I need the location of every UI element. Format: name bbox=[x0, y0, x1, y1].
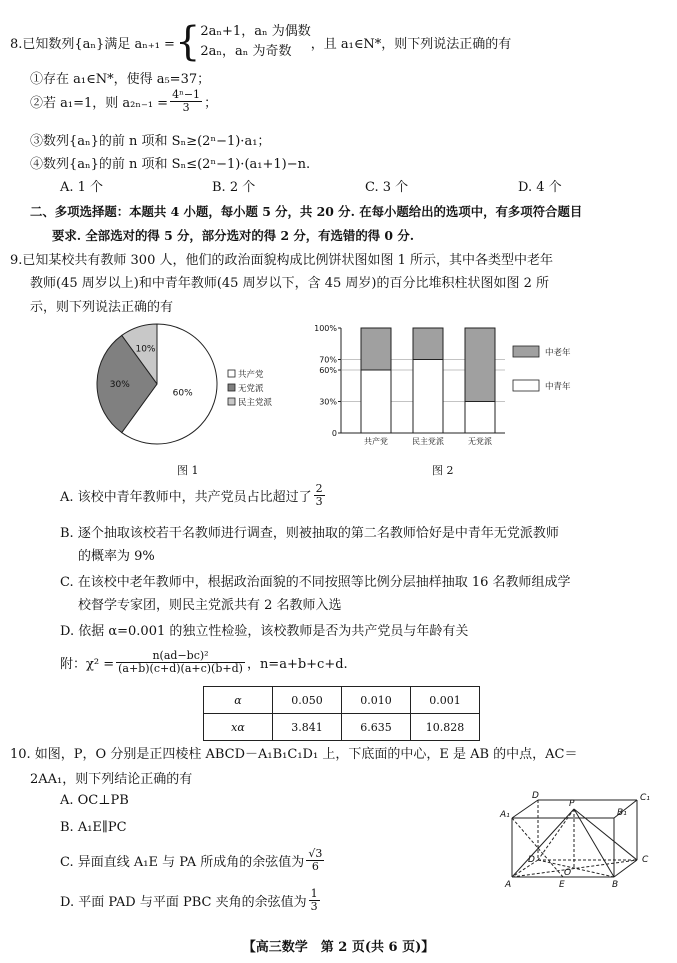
q10-opt-c-fraction bbox=[306, 848, 324, 873]
legend-label: 民主党派 bbox=[238, 398, 273, 408]
q8-statement-3: ③数列{aₙ}的前 n 项和 Sₙ≥(2ⁿ−1)·a₁； bbox=[30, 134, 271, 149]
table-row bbox=[204, 714, 480, 741]
x-tick-label: 共产党 bbox=[364, 437, 388, 446]
y-tick-label: 0 bbox=[331, 429, 337, 438]
table-row bbox=[204, 687, 480, 714]
q8-s2-post: ； bbox=[204, 96, 218, 111]
pie-slice-label: 30% bbox=[109, 380, 130, 390]
pyramid-hidden-edge bbox=[538, 809, 574, 860]
pyramid-edge bbox=[512, 809, 574, 877]
q8-s2-fraction bbox=[170, 89, 202, 114]
q8-option-a: A. 1 个 bbox=[60, 180, 104, 195]
stacked-bar-chart bbox=[305, 318, 605, 453]
q9-option-c-line2: 校督学专家团，则民主党派共有 2 名教师入选 bbox=[78, 598, 342, 613]
q8-stem-a: 8.已知数列{aₙ}满足 aₙ₊₁ = bbox=[10, 36, 175, 52]
q9-option-a bbox=[60, 483, 327, 508]
pie-legend bbox=[228, 369, 273, 408]
bar-segment bbox=[465, 328, 495, 402]
bar-segment bbox=[413, 328, 443, 360]
q10-line1: 10. 如图，P，O 分别是正四棱柱 ABCD－A₁B₁C₁D₁ 上，下底面的中心，E 是 AB 的中点，AC＝ bbox=[10, 747, 578, 762]
formula-den: (a+b)(c+d)(a+c)(b+d) bbox=[118, 662, 243, 675]
page-footer: 【高三数学 第 2 页(共 6 页)】 bbox=[242, 940, 435, 955]
q9-opt-a-fraction bbox=[314, 483, 325, 508]
formula-pre: 附：χ² = bbox=[60, 657, 115, 672]
table-cell: α bbox=[204, 687, 273, 714]
section2-line2: 要求. 全部选对的得 5 分，部分选对的得 2 分，有选错的得 0 分. bbox=[52, 228, 415, 243]
vertex-label: E bbox=[559, 880, 565, 890]
pyramid-edge bbox=[574, 809, 614, 877]
q8-stem bbox=[10, 19, 512, 65]
legend-label: 中青年 bbox=[545, 382, 571, 392]
q10-opt-d-text: D. 平面 PAD 与平面 PBC 夹角的余弦值为 bbox=[60, 895, 307, 910]
q9-opt-a-num: 2 bbox=[315, 482, 323, 495]
legend-swatch bbox=[228, 370, 235, 377]
q8-option-b: B. 2 个 bbox=[212, 180, 256, 195]
legend-swatch bbox=[228, 384, 235, 391]
legend-swatch bbox=[228, 398, 235, 405]
formula-num: n(ad−bc)² bbox=[116, 650, 245, 663]
bar-legend bbox=[513, 346, 571, 392]
vertex-label: P bbox=[569, 799, 575, 809]
legend-swatch bbox=[513, 346, 539, 357]
bar-segment bbox=[465, 402, 495, 434]
q8-option-d: D. 4 个 bbox=[518, 180, 562, 195]
q10-option-c bbox=[60, 848, 326, 873]
q10-opt-d-fraction bbox=[309, 888, 320, 913]
vertex-label: O bbox=[564, 868, 572, 878]
table-cell: 0.050 bbox=[273, 687, 342, 714]
legend-label: 共产党 bbox=[238, 370, 264, 380]
formula-fraction bbox=[116, 650, 245, 675]
q10-opt-d-den: 3 bbox=[310, 900, 318, 913]
vertex-label: A₁ bbox=[500, 810, 510, 820]
q8-case2: 2aₙ，aₙ 为奇数 bbox=[200, 44, 292, 59]
table-cell: 6.635 bbox=[342, 714, 411, 741]
q9-option-b-line2: 的概率为 9% bbox=[78, 549, 155, 564]
table-cell: 3.841 bbox=[273, 714, 342, 741]
prism-edge bbox=[512, 800, 538, 818]
bar-segment bbox=[413, 360, 443, 434]
q8-stem-b: ，且 a₁∈N*，则下列说法正确的有 bbox=[310, 36, 512, 52]
vertex-label: D bbox=[532, 791, 539, 801]
x-tick-label: 无党派 bbox=[468, 437, 492, 446]
q8-s2-pre: ②若 a₁=1，则 a₂ₙ₋₁ = bbox=[30, 96, 169, 111]
q9-option-b-line1: B. 逐个抽取该校若干名教师进行调查，则被抽取的第二名教师恰好是中青年无党派教师 bbox=[60, 526, 559, 541]
pie-slice-label: 10% bbox=[135, 344, 156, 355]
q9-opt-a-text: A. 该校中青年教师中，共产党员占比超过了 bbox=[60, 490, 312, 505]
fig1-caption: 图 1 bbox=[177, 464, 199, 477]
prism-hidden-edge bbox=[538, 860, 614, 877]
table-cell: 0.001 bbox=[411, 687, 480, 714]
pyramid-edge bbox=[574, 809, 637, 860]
q9-line3: 示，则下列说法正确的有 bbox=[30, 300, 174, 315]
q10-opt-c-text: C. 异面直线 A₁E 与 PA 所成角的余弦值为 bbox=[60, 855, 305, 870]
prism-figure bbox=[492, 790, 662, 905]
y-tick-label: 100% bbox=[314, 324, 337, 333]
q10-opt-d-num: 1 bbox=[310, 887, 318, 900]
q10-opt-c-den: 6 bbox=[311, 860, 319, 873]
legend-label: 无党派 bbox=[238, 384, 264, 394]
formula-post: ，n=a+b+c+d. bbox=[246, 657, 348, 672]
q9-line2: 教师(45 周岁以上)和中青年教师(45 周岁以下，含 45 周岁)的百分比堆积柱状图如图 2 所 bbox=[30, 276, 549, 291]
q8-brace: { bbox=[174, 19, 201, 65]
q9-option-c-line1: C. 在该校中老年教师中，根据政治面貌的不同按照等比例分层抽样抽取 16 名教师组成学 bbox=[60, 575, 571, 590]
vertex-label: D bbox=[528, 855, 535, 865]
vertex-label: A bbox=[505, 880, 512, 890]
critical-value-table bbox=[203, 686, 480, 741]
q8-option-c: C. 3 个 bbox=[365, 180, 409, 195]
q10-opt-c-num: √3 bbox=[308, 847, 323, 860]
chi-square-formula bbox=[60, 650, 348, 675]
bar-segment bbox=[361, 328, 391, 370]
q10-option-d bbox=[60, 888, 322, 913]
bar-marks bbox=[361, 328, 495, 433]
vertex-label: B bbox=[612, 880, 619, 890]
table-cell: xα bbox=[204, 714, 273, 741]
q8-s2-den: 3 bbox=[182, 101, 190, 114]
y-tick-label: 70% bbox=[319, 355, 337, 365]
bar-segment bbox=[361, 370, 391, 433]
q9-option-d: D. 依据 α=0.001 的独立性检验，该校教师是否为共产党员与年龄有关 bbox=[60, 624, 469, 639]
q8-statement-2 bbox=[30, 89, 217, 114]
y-tick-label: 30% bbox=[319, 397, 337, 407]
section2-line1: 二、多项选择题：本题共 4 小题，每小题 5 分，共 20 分. 在每小题给出的选项中，有多项符合题目 bbox=[30, 204, 583, 219]
q10-option-a: A. OC⊥PB bbox=[60, 793, 129, 808]
q8-statement-4: ④数列{aₙ}的前 n 项和 Sₙ≤(2ⁿ−1)·(a₁+1)−n. bbox=[30, 157, 311, 172]
q8-s2-num: 4ⁿ−1 bbox=[172, 88, 201, 101]
q8-statement-1: ①存在 a₁∈N*，使得 a₅=37； bbox=[30, 72, 211, 87]
fig2-caption: 图 2 bbox=[432, 464, 454, 477]
q8-case1: 2aₙ+1，aₙ 为偶数 bbox=[200, 24, 311, 39]
pie-chart bbox=[92, 322, 292, 452]
table-cell: 10.828 bbox=[411, 714, 480, 741]
q10-line2: 2AA₁，则下列结论正确的有 bbox=[30, 772, 193, 787]
pie-slice-label: 60% bbox=[172, 388, 193, 399]
q8-cases bbox=[200, 22, 310, 62]
x-tick-label: 民主党派 bbox=[412, 437, 444, 446]
q10-option-b: B. A₁E∥PC bbox=[60, 820, 127, 835]
vertex-label: B₁ bbox=[617, 808, 627, 818]
q9-opt-a-den: 3 bbox=[315, 495, 323, 508]
y-tick-label: 60% bbox=[319, 366, 337, 375]
q9-line1: 9.已知某校共有教师 300 人，他们的政治面貌构成比例饼状图如图 1 所示，其中各类型中老年 bbox=[10, 253, 554, 268]
vertex-label: C₁ bbox=[640, 793, 650, 803]
legend-swatch bbox=[513, 380, 539, 391]
vertex-label: C bbox=[642, 855, 649, 865]
legend-label: 中老年 bbox=[545, 348, 571, 358]
table-cell: 0.010 bbox=[342, 687, 411, 714]
